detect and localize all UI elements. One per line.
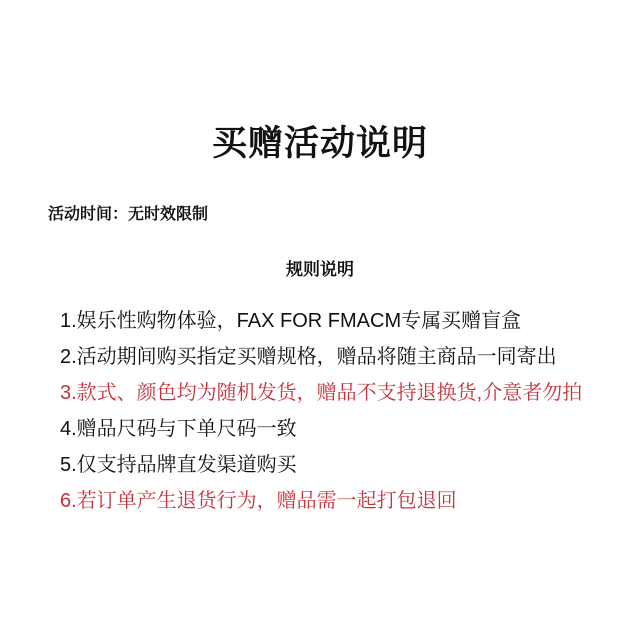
rules-heading: 规则说明 <box>286 260 354 279</box>
rule-item-3: 3.款式、颜色均为随机发货，赠品不支持退换货,介意者勿拍 <box>60 382 583 404</box>
rule-item-6: 6.若订单产生退货行为，赠品需一起打包退回 <box>60 490 457 512</box>
rule-item-4: 4.赠品尺码与下单尺码一致 <box>60 418 297 440</box>
rule-item-5: 5.仅支持品牌直发渠道购买 <box>60 454 297 476</box>
page-title: 买赠活动说明 <box>211 124 428 163</box>
rule-item-2: 2.活动期间购买指定买赠规格，赠品将随主商品一同寄出 <box>60 346 557 368</box>
rule-item-1: 1.娱乐性购物体验，FAX FOR FMACM专属买赠盲盒 <box>60 310 522 332</box>
activity-time-label: 活动时间：无时效限制 <box>48 206 209 223</box>
rules-list <box>60 303 620 519</box>
